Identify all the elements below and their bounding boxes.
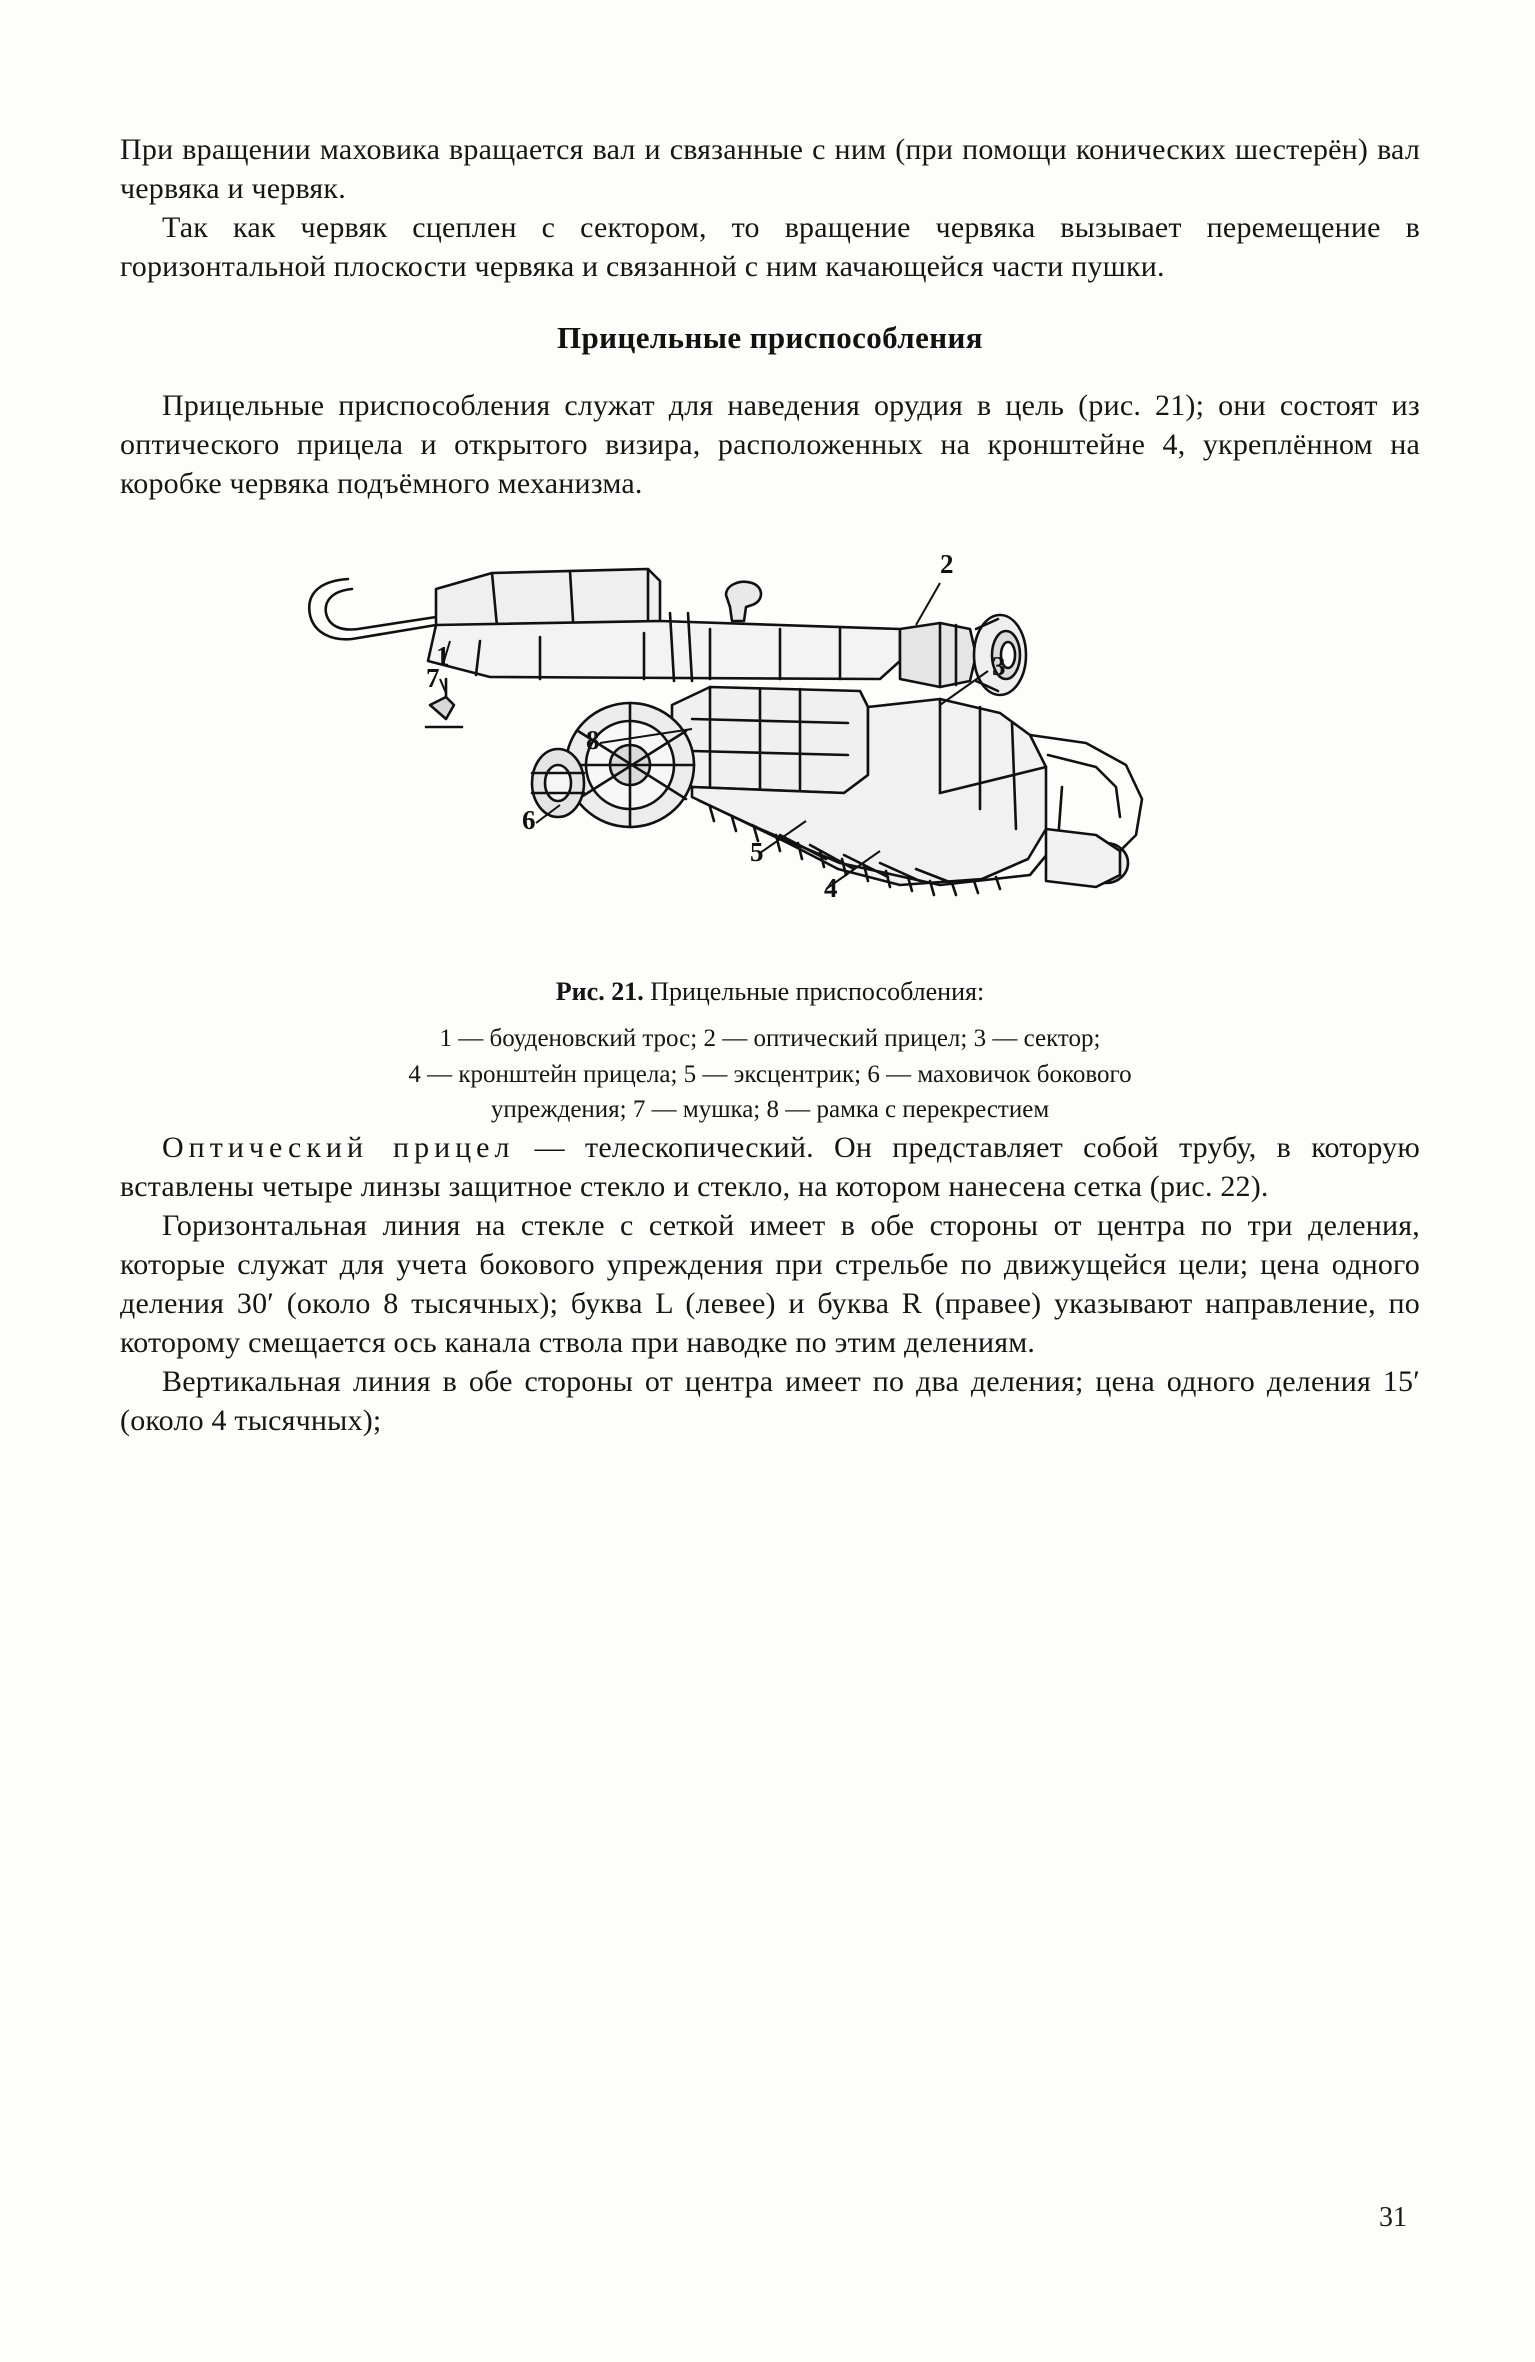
- figure-caption-text: Прицельные приспособления:: [650, 977, 985, 1006]
- page-number: 31: [1379, 2202, 1407, 2233]
- callout-label-1: 1: [436, 641, 450, 671]
- paragraph-1: При вращении маховика вращается вал и связанные с ним (при помощи конических шестерён) вал червяка и червяк.: [120, 133, 1420, 205]
- callout-label-4: 4: [824, 873, 838, 903]
- figure-illustration: [240, 529, 1300, 959]
- callout-label-3: 3: [992, 651, 1006, 681]
- callout-label-5: 5: [750, 837, 764, 867]
- figure-caption-lead: Рис. 21.: [555, 977, 644, 1006]
- figure-legend: [120, 1021, 1420, 1128]
- paragraph-5: Горизонтальная линия на стекле с сеткой имеет в обе стороны от центра по три деления, которые служат для учета бокового упреждения при стрельбе по движущейся цели; цена одного деления 30′ (около 8 тысячных); буква L (левее) и буква R (правее) указывают направление, по которому смещается ось канала ствола при наводке по этим делениям.: [120, 1208, 1420, 1359]
- figure-legend-line: 1 — боуденовский трос; 2 — оптический прицел; 3 — сектор;: [439, 1025, 1101, 1052]
- paragraph-3: Прицельные приспособления служат для наведения орудия в цель (рис. 21); они состоят из оптического прицела и открытого визира, расположенных на кронштейне 4, укреплённом на коробке червяка подъёмного механизма.: [120, 389, 1420, 500]
- page-content: [120, 130, 1420, 1440]
- callout-label-2: 2: [940, 549, 954, 579]
- callout-label-6: 6: [522, 805, 536, 835]
- callout-label-8: 8: [586, 725, 600, 755]
- figure-caption: [120, 977, 1420, 1007]
- sight-assembly-drawing: [240, 529, 1300, 959]
- figure-legend-line: упреждения; 7 — мушка; 8 — рамка с перекрестием: [490, 1096, 1050, 1123]
- callout-label-7: 7: [426, 663, 440, 693]
- section-heading: Прицельные приспособления: [557, 320, 983, 355]
- paragraph-4: Оптический прицел — телескопический. Он представляет собой трубу, в которую вставлены четыре линзы защитное стекло и стекло, на котором нанесена сетка (рис. 22).: [120, 1130, 1420, 1203]
- spaced-term: Оптический прицел: [162, 1130, 515, 1164]
- figure-21: [120, 529, 1420, 1128]
- paragraph-6: Вертикальная линия в обе стороны от центра имеет по два деления; цена одного деления 15′ (около 4 тысячных);: [120, 1364, 1420, 1437]
- figure-legend-line: 4 — кронштейн прицела; 5 — эксцентрик; 6 — маховичок бокового: [408, 1060, 1132, 1088]
- paragraph-2: Так как червяк сцеплен с сектором, то вращение червяка вызывает перемещение в горизонтальной плоскости червяка и связанной с ним качающейся части пушки.: [120, 211, 1420, 283]
